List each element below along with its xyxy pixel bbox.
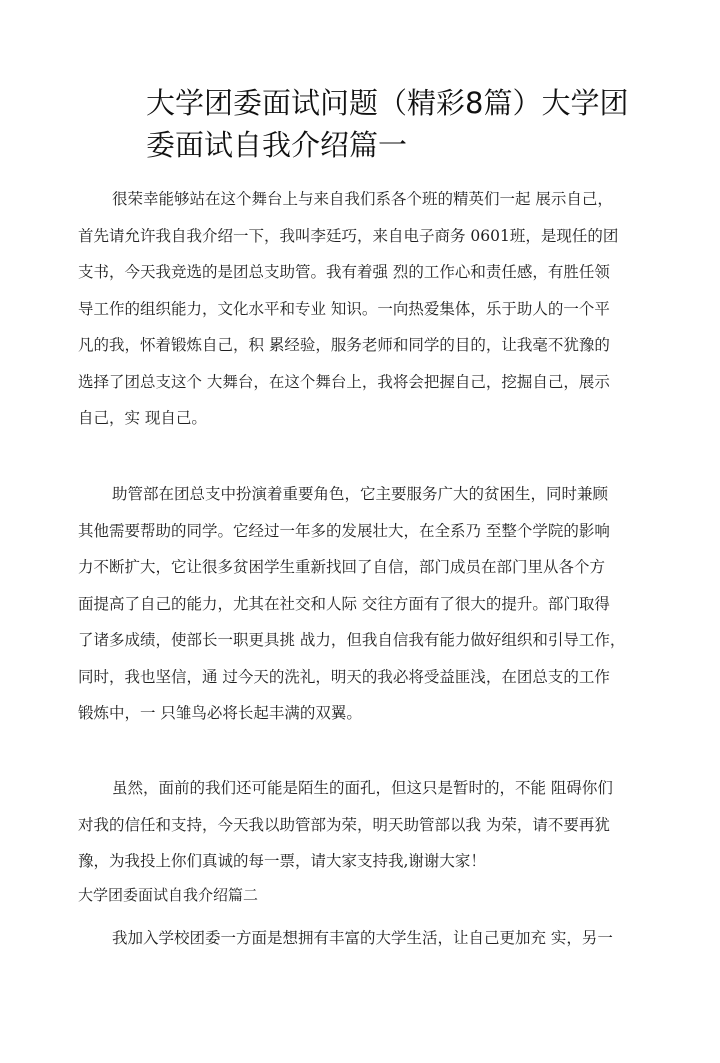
title-line-1: 大学团委面试问题（精彩8篇）大学团 (146, 86, 629, 120)
paragraph-1 (78, 181, 646, 437)
paragraph-line: 豫，为我投上你们真诚的每一票，请大家支持我,谢谢大家！ (78, 852, 486, 870)
paragraph-4 (78, 920, 646, 957)
paragraph-3 (78, 770, 646, 880)
paragraph-line: 凡的我，怀着锻炼自己，积 累经验，服务老师和同学的目的，让我毫不犹豫的 (78, 336, 610, 354)
paragraph-line: 选择了团总支这个 大舞台，在这个舞台上，我将会把握自己，挖掘自己，展示 (78, 372, 610, 391)
paragraph-line: 我加入学校团委一方面是想拥有丰富的大学生活，让自己更加充 实，另一 (112, 929, 613, 947)
paragraph-line: 同时，我也坚信，通 过今天的洗礼，明天的我必将受益匪浅，在团总支的工作 (78, 667, 610, 686)
paragraph-line: 很荣幸能够站在这个舞台上与来自我们系各个班的精英们一起 展示自己， (112, 190, 613, 208)
paragraph-line: 对我的信任和支持，今天我以助管部为荣，明天助管部以我 为荣，请不要再犹 (78, 815, 610, 834)
document-title (146, 82, 646, 166)
paragraph-line: 力不断扩大，它让很多贫困学生重新找回了自信，部门成员在部门里从各个方 (78, 558, 606, 576)
paragraph-line: 虽然，面前的我们还可能是陌生的面孔，但这只是暂时的，不能 阻碍你们 (112, 779, 613, 797)
paragraph-line: 自己，实 现自己。 (78, 409, 207, 427)
paragraph-line: 面提高了自己的能力，尤其在社交和人际 交往方面有了很大的提升。部门取得 (78, 594, 610, 613)
section-heading: 大学团委面试自我介绍篇二 (78, 886, 259, 904)
paragraph-line: 首先请允许我自我介绍一下，我叫李廷巧，来自电子商务 0601班，是现任的团 (78, 226, 619, 245)
paragraph-line: 支书，今天我竞选的是团总支助管。我有着强 烈的工作心和责任感，有胜任领 (78, 263, 610, 281)
paragraph-line: 锻炼中，一 只雏鸟必将长起丰满的双翼。 (78, 704, 362, 722)
paragraph-line: 导工作的组织能力，文化水平和专业 知识。一向热爱集体，乐于助人的一个平 (78, 299, 610, 318)
title-line-2: 委面试自我介绍篇一 (146, 128, 408, 162)
paragraph-line: 助管部在团总支中扮演着重要角色，它主要服务广大的贫困生，同时兼顾 (112, 485, 609, 503)
paragraph-2 (78, 476, 646, 732)
paragraph-line: 了诸多成绩，使部长一职更具挑 战力，但我自信我有能力做好组织和引导工作， (78, 631, 626, 649)
paragraph-line: 其他需要帮助的同学。它经过一年多的发展壮大，在全系乃 至整个学院的影响 (78, 521, 610, 540)
